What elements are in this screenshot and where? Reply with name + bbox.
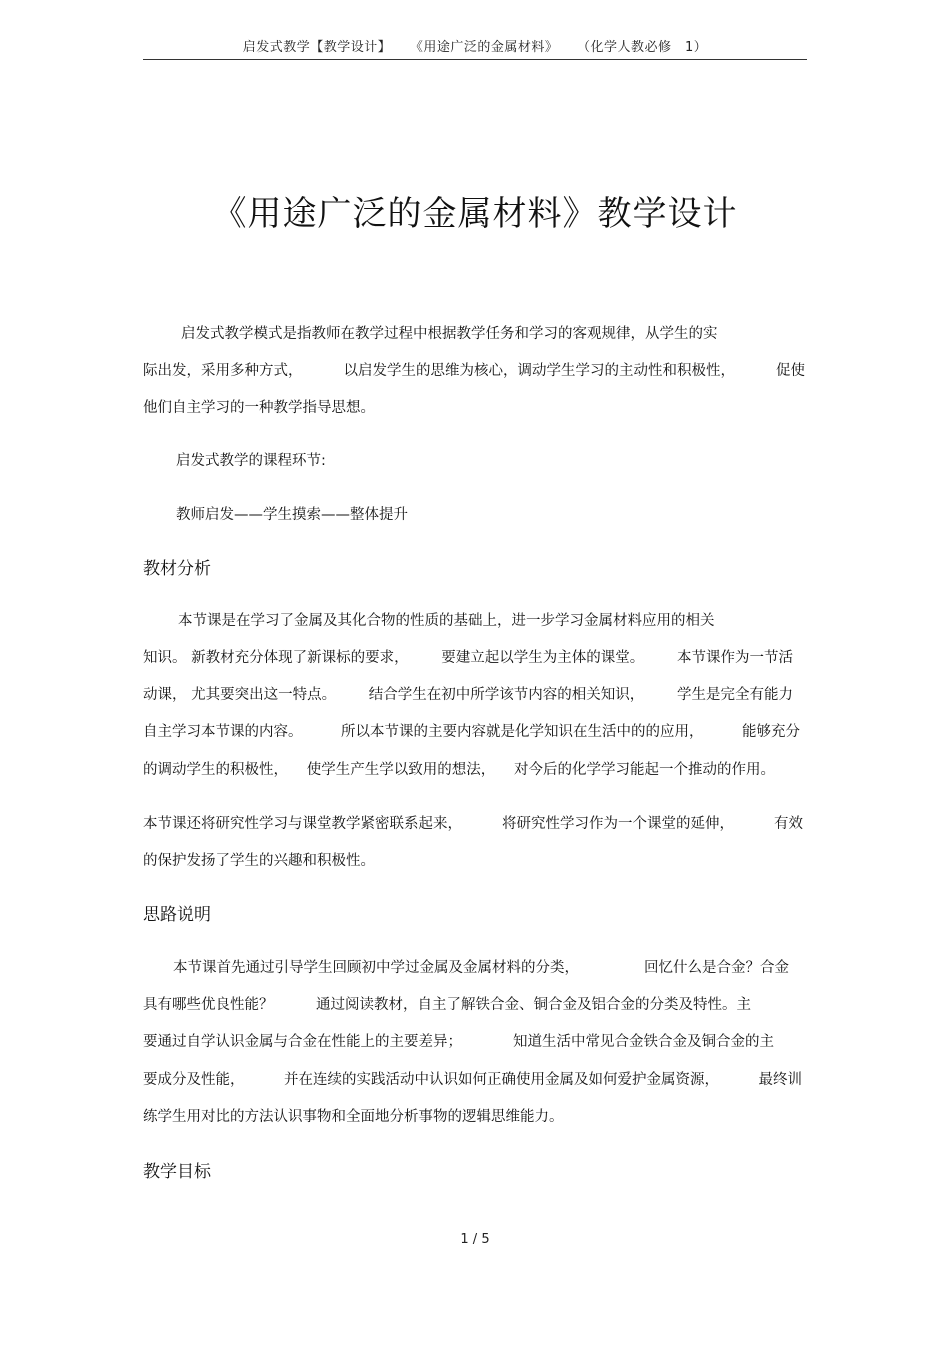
- header-series: 启发式教学【教学设计】: [242, 40, 392, 55]
- header-course: （化学人教必修 1）: [577, 40, 708, 55]
- s1-line5-part3: 对今后的化学学习能起一个推动的作用。: [514, 762, 775, 778]
- s1-line5-part1: 的调动学生的积极性，: [143, 762, 288, 778]
- s1-line2-part3: 本节课作为一节活: [676, 650, 793, 666]
- s1-line5: [143, 760, 775, 780]
- s1-line3-part3: 学生是完全有能力: [676, 687, 793, 703]
- s1-line4-part3: 能够充分: [742, 724, 800, 740]
- s2-line2: [143, 995, 751, 1015]
- s2-line4-part3: 最终训: [758, 1072, 802, 1088]
- section-heading-approach: 思路说明: [143, 905, 211, 925]
- s2-line4: [143, 1070, 802, 1090]
- intro-p3: 教师启发——学生摸索——整体提升: [176, 507, 408, 523]
- document-title: 《用途广泛的金属材料》教学设计: [212, 194, 738, 234]
- s2-line2-part1: 具有哪些优良性能？: [143, 997, 274, 1013]
- s2-line1-part1: 本节课首先通过引导学生回顾初中学过金属及金属材料的分类，: [173, 960, 579, 976]
- page-number: 1 / 5: [460, 1232, 490, 1247]
- s2-line3-part1: 要通过自学认识金属与合金在性能上的主要差异；: [143, 1034, 462, 1050]
- s1-line3-part2: 结合学生在初中所学该节内容的相关知识，: [368, 687, 645, 703]
- s1-line7: 的保护发扬了学生的兴趣和积极性。: [143, 853, 375, 869]
- s1-line5-part2: 使学生产生学以致用的想法，: [306, 762, 496, 778]
- section-heading-textbook-analysis: 教材分析: [143, 559, 211, 579]
- intro-p1-line2-part2: 以启发学生的思维为核心，调动学生学习的主动性和积极性，: [343, 363, 735, 379]
- s1-line6-part3: 有效: [774, 816, 803, 832]
- s2-line5: 练学生用对比的方法认识事物和全面地分析事物的逻辑思维能力。: [143, 1109, 564, 1125]
- intro-p1-line3: 他们自主学习的一种教学指导思想。: [143, 400, 375, 416]
- s2-line2-part2: 通过阅读教材，自主了解铁合金、铜合金及铝合金的分类及特性。主: [316, 997, 751, 1013]
- intro-p1-line1: 启发式教学模式是指教师在教学过程中根据教学任务和学习的客观规律，从学生的实: [181, 326, 718, 342]
- header-lesson-title: 《用途广泛的金属材料》: [409, 40, 559, 55]
- s1-line6: [143, 814, 803, 834]
- section-heading-teaching-goals: 教学目标: [143, 1162, 211, 1182]
- s2-line4-part1: 要成分及性能，: [143, 1072, 245, 1088]
- s1-line2-part1: 知识。 新教材充分体现了新课标的要求，: [143, 650, 409, 666]
- s1-line4: [143, 722, 800, 742]
- s1-line1: 本节课是在学习了金属及其化合物的性质的基础上，进一步学习金属材料应用的相关: [178, 613, 715, 629]
- s1-line2: [143, 648, 793, 668]
- intro-p2: 启发式教学的课程环节:: [176, 453, 326, 469]
- s1-line6-part1: 本节课还将研究性学习与课堂教学紧密联系起来，: [143, 816, 462, 832]
- s2-line1: [173, 958, 789, 978]
- s2-line3-part2: 知道生活中常见合金铁合金及铜合金的主: [513, 1034, 774, 1050]
- s1-line6-part2: 将研究性学习作为一个课堂的延伸，: [502, 816, 734, 832]
- s1-line4-part1: 自主学习本节课的内容。: [143, 724, 303, 740]
- intro-p1-line2-part1: 际出发，采用多种方式，: [143, 363, 303, 379]
- s2-line1-part2: 回忆什么是合金？合金: [644, 960, 789, 976]
- running-header: [143, 36, 807, 55]
- header-divider: [143, 59, 807, 60]
- s1-line4-part2: 所以本节课的主要内容就是化学知识在生活中的的应用，: [341, 724, 704, 740]
- s1-line3: [143, 685, 793, 705]
- intro-p1-line2: [143, 361, 805, 381]
- s1-line3-part1: 动课， 尤其要突出这一特点。: [143, 687, 337, 703]
- intro-p1-line2-part3: 促使: [776, 363, 805, 379]
- s1-line2-part2: 要建立起以学生为主体的课堂。: [441, 650, 645, 666]
- s2-line4-part2: 并在连续的实践活动中认识如何正确使用金属及如何爱护金属资源，: [284, 1072, 719, 1088]
- s2-line3: [143, 1032, 774, 1052]
